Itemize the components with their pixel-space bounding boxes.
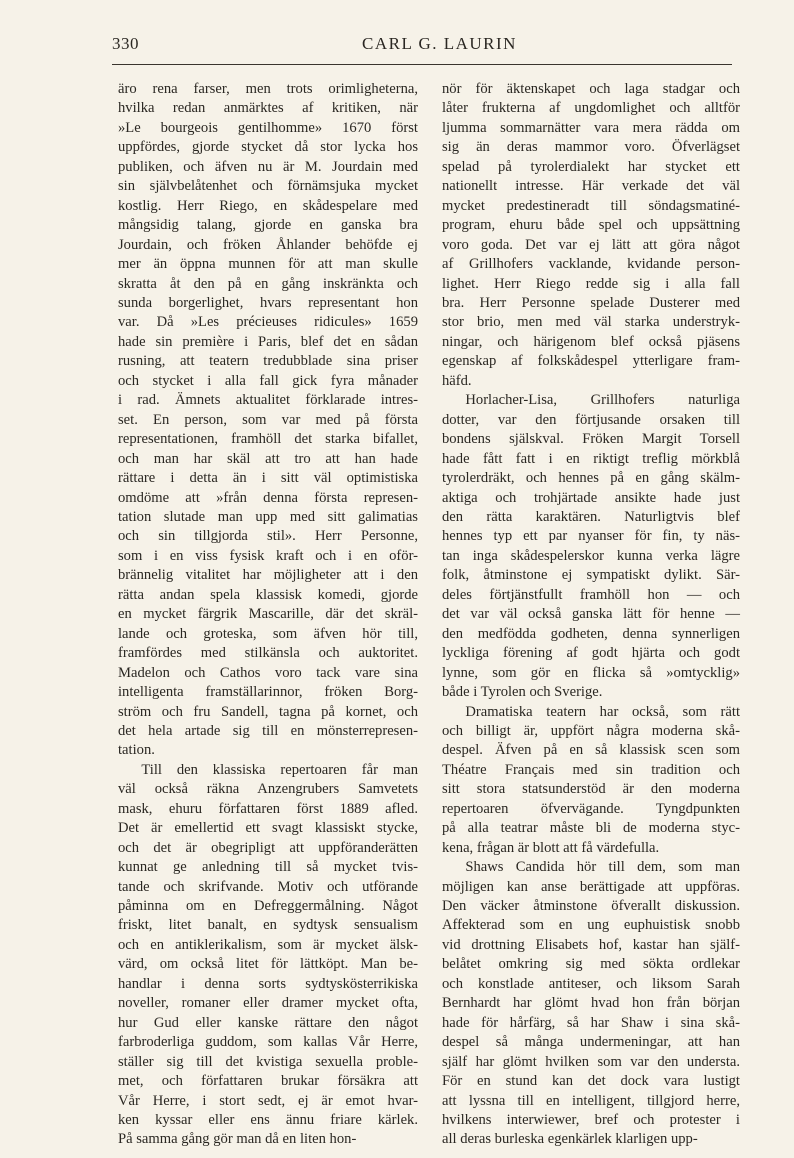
text-line: Den väcker åtminstone öfverallt diskussion. (442, 898, 740, 915)
text-line: Shaws Candida hör till dem, som man (465, 859, 740, 876)
text-line: framfördes med stilkänsla och auktoritet. (118, 645, 418, 662)
text-line: mask, ehuru författaren först 1889 afled. (118, 800, 418, 817)
text-line: lynne, som gör en flicka så »omtycklig» (442, 664, 740, 681)
page-header (112, 34, 732, 62)
text-line: tyrolerdräkt, och hennes på en gång skälm- (442, 470, 740, 487)
text-line: och en antiklerikalism, som är mycket älsk- (118, 936, 418, 953)
text-line: mer än öppna munnen för att man skulle (118, 256, 418, 273)
text-line: ningar, och härigenom blef också pjäsens (442, 333, 740, 350)
text-line: både i Tyrolen och Sverige. (442, 684, 603, 701)
text-line: sin självbelåtenhet och förnämsjuka mycket (118, 178, 418, 195)
text-line: belåtet omkring sig med sökta ordlekar (442, 956, 740, 973)
text-line: met, och författaren brukar försäkra att (118, 1073, 418, 1090)
text-line: spelad på tyrolerdialekt har stycket ett (442, 158, 740, 175)
text-line: och man har skäl att tro att han hade (118, 450, 418, 467)
text-line: och billigt är, uppfört några moderna skå- (442, 722, 740, 739)
text-line: hade sin première i Paris, blef det en sådan (118, 333, 418, 350)
text-line: Théatre Français med sin tradition och (442, 761, 740, 778)
text-line: lande och groteska, som äfven hör till, (118, 625, 418, 642)
text-line: i rad. Ämnets aktualitet förklarade intres- (118, 392, 418, 409)
text-line: hvilkens interwiewer, bref och protester i (442, 1112, 740, 1129)
text-line: själf har glömt hvilken som var den understa. (442, 1053, 740, 1070)
text-line: mycket predestineradt till söndagsmatiné- (442, 197, 740, 214)
text-line: repertoaren öfvervägande. Tyngdpunkten (442, 800, 740, 817)
left-paragraph-2 (118, 761, 418, 1150)
text-line: dotter, var den förtjusande orsaken till (442, 411, 740, 428)
text-line: sunda borgerlighet, hvars representant hon (118, 294, 418, 311)
text-line: det var väl också ganska lätt för henne — (442, 606, 740, 623)
text-line: Det är emellertid ett svagt klassiskt stycke, (118, 820, 418, 837)
text-line: Jourdain, och fröken Åhlander behöfde ej (118, 236, 418, 253)
text-line: ken kyssar eller ens ännu friare kärlek. (118, 1112, 418, 1129)
text-line: mångsidig talang, gjorde en ganska bra (118, 217, 418, 234)
text-line: ställer sig till det kvistiga sexuella proble- (118, 1053, 418, 1070)
text-line: hur Gud eller kanske rättare den något (118, 1014, 418, 1031)
right-paragraph-3 (442, 703, 740, 859)
text-line: äro rena farser, men trots orimligheterna, (118, 81, 418, 97)
text-line: kunnat ge anledning till så mycket tvis- (118, 859, 418, 876)
text-line: program, ehuru både spel och uppsättning (442, 217, 740, 234)
text-line: hade fått fatt i en riktigt treflig mörkblå (442, 450, 740, 467)
text-line: kena, frågan är blott att få värdefulla. (442, 839, 660, 856)
text-line: rusning, att teatern tredubblade sina priser (118, 353, 418, 370)
text-line: Vår Herre, i stort sedt, ej är emot hvar- (118, 1092, 418, 1109)
text-line: rättare i detta än i sitt väl optimistiska (118, 470, 418, 487)
text-line: möjligen kan anse berättigade att uppföras. (442, 878, 740, 895)
text-line: var. Då »Les précieuses ridicules» 1659 (118, 314, 418, 331)
text-line: aktiga och trohjärtade ansikte hade just (442, 489, 740, 506)
right-paragraph-4 (442, 858, 740, 1150)
text-line: voro goda. Det var ej lätt att göra något (442, 236, 740, 253)
text-line: nationellt intresse. Här verkade det väl (442, 178, 740, 195)
text-line: sitt stora statsunderstöd är den moderna (442, 781, 740, 798)
text-line: handlar i denna sorts sydtyskösterrikiska (118, 975, 418, 992)
text-line: tation. (118, 742, 155, 759)
text-line: hennes typ ett par nyanser för fin, ty näs- (442, 528, 740, 545)
text-line: och det är obegripligt att uppföranderätten (118, 839, 418, 856)
text-line: en mycket färgrik Mascarille, där det skräl- (118, 606, 418, 623)
text-line: Bernhardt har glömt hvad hon från början (442, 995, 740, 1012)
header-rule (112, 64, 732, 65)
text-line: på alla teatrar måste bli de moderna styc- (442, 820, 740, 837)
text-line: omdöme att »från denna första represen- (118, 489, 418, 506)
text-line: den rätta karaktären. Naturligtvis blef (442, 508, 740, 525)
text-line: vid drottning Elisabets hof, kastar han själf- (442, 936, 740, 953)
left-paragraph-1 (118, 80, 418, 761)
text-line: den medfödda godheten, denna synnerligen (442, 625, 740, 642)
text-line: bra. Herr Personne spelade Dusterer med (442, 294, 740, 311)
text-line: Madelon och Cathos voro tack vare sina (118, 664, 418, 681)
text-line: Affekterad som en ung euphuistisk snobb (442, 917, 740, 934)
text-line: intelligenta framställarinnor, fröken Borg- (118, 684, 418, 701)
text-line: deles förtjänstfullt framhöll hon — och (442, 586, 740, 603)
text-line: farbroderliga guddom, som kallas Vår Herre, (118, 1034, 418, 1051)
text-line: häfd. (442, 372, 472, 389)
text-line: och stycket i alla fall gick fyra månader (118, 372, 418, 389)
text-line: det hela artade sig till en mönsterrepresen- (118, 722, 418, 739)
text-line: representationen, framhöll det starka bifallet, (118, 431, 418, 448)
text-line: låter frukterna af ungdomlighet och alltför (442, 100, 740, 117)
text-line: Till den klassiska repertoaren får man (141, 761, 418, 778)
text-line: väl också räkna Anzengrubers Samvetets (118, 781, 418, 798)
text-line: lighet. Herr Riego redde sig i alla fall (442, 275, 740, 292)
text-line: despel. Äfven på en så klassisk scen som (442, 742, 740, 759)
text-line: skratta åt den på en gång inskränkta och (118, 275, 418, 292)
text-line: sig än deras mammor voro. Öfverlägset (442, 139, 740, 156)
text-line: nör för äktenskapet och laga stadgar och (442, 81, 740, 97)
right-paragraph-2 (442, 391, 740, 702)
text-line: tande och skrifvande. Motiv och utförande (118, 878, 418, 895)
text-line: rätta andan spela klassisk komedi, gjorde (118, 586, 418, 603)
text-line: uppfördes, gjorde stycket då stor lycka hos (118, 139, 418, 156)
text-line: all deras burleska egenkärlek klarligen upp- (442, 1131, 698, 1148)
text-line: »Le bourgeois gentilhomme» 1670 först (118, 119, 418, 136)
text-line: af Grillhofers vacklande, kvidande person- (442, 256, 740, 273)
text-line: tan inga skådespelerskor kunna verka lägre (442, 547, 740, 564)
text-line: Horlacher-Lisa, Grillhofers naturliga (465, 392, 740, 409)
text-line: tation slutade man upp med sitt galimatias (118, 508, 418, 525)
text-line: ljumma sommarnätter vara mera rädda om (442, 119, 740, 136)
text-line: För en stund kan det dock vara lustigt (442, 1073, 740, 1090)
text-line: lyckliga förening af godt hjärta och godt (442, 645, 740, 662)
text-line: folk, åtminstone ej sympatiskt dylikt. Sär- (442, 567, 740, 584)
text-line: Dramatiska teatern har också, som rätt (465, 703, 740, 720)
text-line: egenskap af folkskådespel ytterligare fram- (442, 353, 740, 370)
running-head: CARL G. LAURIN (362, 34, 517, 53)
text-line: despel så många undermeningar, att han (442, 1034, 740, 1051)
left-column (118, 80, 418, 1150)
text-line: att lyssna till en intelligent, tillgjord herre, (442, 1092, 740, 1109)
text-line: noveller, romaner eller dramer mycket ofta, (118, 995, 418, 1012)
text-line: kostlig. Herr Riego, en skådespelare med (118, 197, 418, 214)
text-line: set. En person, som var med på första (118, 411, 418, 428)
text-line: publiken, och äfven nu är M. Jourdain med (118, 158, 418, 175)
text-line: påminna om en Defreggermålning. Något (118, 898, 418, 915)
text-line: På samma gång gör man då en liten hon- (118, 1131, 357, 1148)
text-line: hade för hårfärg, så har Shaw i sina skå- (442, 1014, 740, 1031)
text-line: som i en viss fysisk kraft och i en oför- (118, 547, 418, 564)
text-line: värd, om också litet för lättköpt. Man be- (118, 956, 418, 973)
page-number: 330 (112, 34, 139, 53)
text-line: friskt, litet banalt, en sydtysk sensualism (118, 917, 418, 934)
text-line: ström och fru Sandell, tagna på kornet, och (118, 703, 418, 720)
text-line: hvilka redan anmärktes af kritiken, när (118, 100, 418, 117)
text-line: bondens själskval. Fröken Margit Torsell (442, 431, 740, 448)
right-paragraph-1 (442, 80, 740, 391)
right-column (442, 80, 740, 1150)
text-line: och sin tillgjorda stil». Herr Personne, (118, 528, 418, 545)
text-line: brännelig vitalitet har möjligheter att i den (118, 567, 418, 584)
text-line: och konstlade antiteser, och liksom Sarah (442, 975, 740, 992)
text-line: stor brio, men med väl starka understryk- (442, 314, 740, 331)
